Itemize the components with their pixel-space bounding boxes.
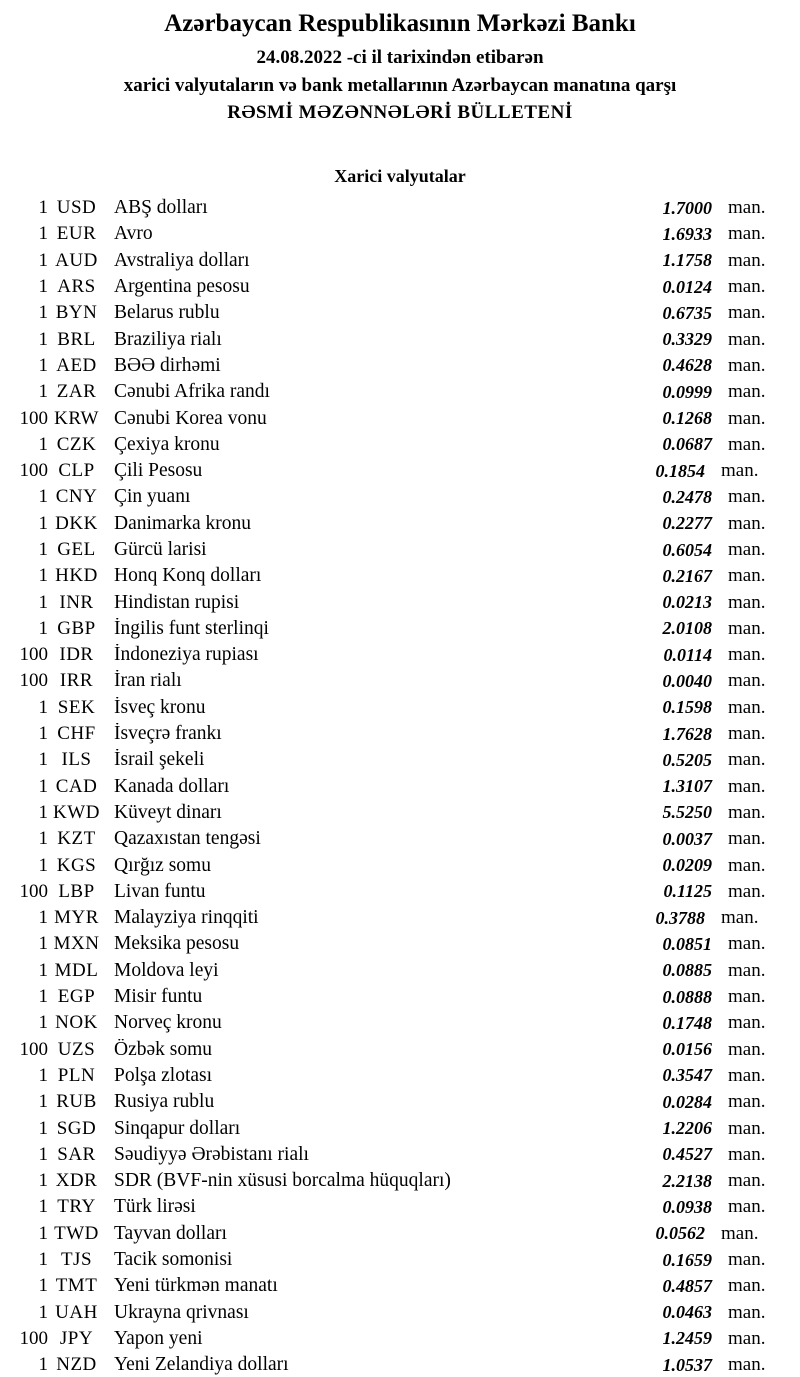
rate-value: 0.4857 — [662, 1275, 712, 1296]
rate-quantity: 1 — [38, 854, 48, 876]
currency-code: MYR — [54, 907, 99, 929]
currency-name: Gürcü larisi — [114, 539, 207, 560]
currency-name: Rusiya rublu — [114, 1091, 215, 1113]
rate-value: 5.5250 — [662, 802, 712, 823]
currency-code: TRY — [57, 1196, 96, 1218]
rate-row — [0, 458, 770, 484]
currency-code: IDR — [59, 644, 94, 666]
rate-quantity: 1 — [38, 486, 48, 508]
currency-code: USD — [56, 197, 97, 219]
currency-code: RUB — [56, 1091, 97, 1113]
currency-code: SAR — [57, 1143, 96, 1165]
rate-unit-label: man. — [728, 539, 766, 560]
rate-row — [0, 353, 770, 379]
rate-row — [0, 774, 770, 800]
rate-value: 0.1854 — [655, 460, 705, 481]
currency-name: Yapon yeni — [114, 1327, 203, 1349]
rate-quantity: 1 — [38, 1143, 48, 1165]
currency-code: KZT — [57, 828, 96, 850]
currency-name: Malayziya rinqqiti — [114, 907, 259, 929]
rate-quantity: 100 — [19, 670, 48, 692]
currency-code: EUR — [56, 223, 97, 245]
currency-code: DKK — [55, 512, 98, 534]
currency-name: Livan funtu — [114, 880, 206, 902]
rate-unit-label: man. — [728, 880, 766, 902]
rate-row — [0, 721, 770, 747]
rate-value: 0.0888 — [662, 986, 712, 1007]
rate-row — [0, 511, 770, 537]
rate-unit-label: man. — [728, 565, 766, 587]
currency-code: MDL — [54, 959, 99, 981]
rate-value: 0.3788 — [655, 907, 705, 928]
rate-value: 0.5205 — [662, 749, 712, 770]
rate-unit-label: man. — [728, 723, 766, 745]
rate-row — [0, 195, 770, 221]
rate-quantity: 1 — [38, 539, 48, 560]
rate-row — [0, 537, 770, 563]
rate-row — [0, 695, 770, 721]
currency-code: PLN — [57, 1064, 96, 1086]
rate-row — [0, 300, 770, 326]
currency-name: Belarus rublu — [114, 302, 220, 324]
rate-row — [0, 1299, 770, 1325]
rate-row — [0, 248, 770, 274]
currency-name: Avro — [114, 223, 153, 245]
rate-quantity: 1 — [38, 223, 48, 245]
rate-row — [0, 1063, 770, 1089]
rate-row — [0, 1221, 770, 1247]
rate-unit-label: man. — [728, 1170, 766, 1192]
rate-value: 0.4628 — [662, 355, 712, 376]
rate-unit-label: man. — [721, 1222, 759, 1244]
currency-name: İsveçrə frankı — [114, 723, 222, 745]
rate-row — [0, 379, 770, 405]
rate-row — [0, 1037, 770, 1063]
rate-value: 0.3329 — [662, 329, 712, 350]
rate-unit-label: man. — [728, 986, 766, 1008]
currency-code: CLP — [58, 460, 95, 482]
rate-unit-label: man. — [728, 1196, 766, 1218]
rate-quantity: 100 — [19, 460, 48, 482]
rate-unit-label: man. — [728, 854, 766, 876]
rate-value: 0.0209 — [662, 855, 712, 876]
rate-unit-label: man. — [728, 696, 766, 718]
currency-name: SDR (BVF-nin xüsusi borcalma hüquqları) — [114, 1170, 451, 1192]
rate-quantity: 1 — [38, 986, 48, 1008]
currency-name: Tayvan dolları — [114, 1222, 227, 1244]
currency-name: Norveç kronu — [114, 1012, 222, 1034]
currency-name: Qazaxıstan tengəsi — [114, 828, 261, 850]
rate-unit-label: man. — [728, 1354, 766, 1376]
currency-name: Braziliya rialı — [114, 328, 222, 350]
currency-name: Tacik somonisi — [114, 1249, 233, 1271]
rate-unit-label: man. — [728, 933, 766, 955]
currency-code: ARS — [57, 276, 96, 298]
rate-unit-label: man. — [728, 381, 766, 403]
currency-name: İran rialı — [114, 670, 182, 692]
currency-code: BYN — [55, 302, 98, 324]
rate-unit-label: man. — [728, 249, 766, 271]
rate-value: 0.0040 — [662, 670, 712, 691]
rate-unit-label: man. — [728, 407, 766, 429]
rate-value: 1.3107 — [662, 776, 712, 797]
rate-quantity: 1 — [38, 1222, 48, 1244]
rate-value: 1.7628 — [662, 723, 712, 744]
rate-unit-label: man. — [721, 460, 759, 482]
rate-value: 2.0108 — [662, 618, 712, 639]
rate-unit-label: man. — [728, 512, 766, 534]
rate-unit-label: man. — [728, 1012, 766, 1034]
rate-unit-label: man. — [728, 302, 766, 324]
rate-unit-label: man. — [728, 1091, 766, 1113]
rate-quantity: 1 — [38, 1117, 48, 1139]
rate-unit-label: man. — [728, 433, 766, 455]
currency-name: İsveç kronu — [114, 696, 206, 718]
currency-name: Avstraliya dolları — [114, 249, 250, 271]
rate-value: 0.0562 — [655, 1223, 705, 1244]
rate-row — [0, 432, 770, 458]
rate-row — [0, 642, 770, 668]
rate-quantity: 1 — [38, 1091, 48, 1113]
rate-row — [0, 484, 770, 510]
exchange-rates-table — [0, 195, 800, 1377]
rate-unit-label: man. — [728, 276, 766, 298]
currency-code: BRL — [57, 328, 96, 350]
rate-quantity: 1 — [38, 828, 48, 850]
rate-value: 1.6933 — [662, 223, 712, 244]
currency-code: TMT — [55, 1275, 98, 1297]
rate-quantity: 1 — [38, 433, 48, 455]
currency-code: ILS — [61, 749, 92, 771]
rate-row — [0, 852, 770, 878]
rate-unit-label: man. — [728, 801, 766, 823]
rate-row — [0, 879, 770, 905]
currency-code: JPY — [59, 1327, 94, 1349]
rate-row — [0, 1168, 770, 1194]
currency-code: UZS — [57, 1038, 96, 1060]
rate-value: 0.0463 — [662, 1302, 712, 1323]
rate-value: 0.3547 — [662, 1065, 712, 1086]
rate-value: 0.6054 — [662, 539, 712, 560]
rate-unit-label: man. — [728, 1117, 766, 1139]
currency-name: Kanada dolları — [114, 775, 230, 797]
rate-row — [0, 958, 770, 984]
currency-code: AUD — [55, 249, 98, 271]
rate-quantity: 1 — [38, 381, 48, 403]
rate-quantity: 100 — [19, 1327, 48, 1349]
currency-name: İndoneziya rupiası — [114, 644, 259, 666]
currency-code: UAH — [55, 1301, 98, 1323]
currency-code: KGS — [56, 854, 97, 876]
rate-unit-label: man. — [728, 617, 766, 639]
rate-row — [0, 326, 770, 352]
rate-unit-label: man. — [728, 1275, 766, 1297]
currency-code: IRR — [59, 670, 94, 692]
currency-code: CZK — [56, 433, 97, 455]
rate-value: 0.0037 — [662, 828, 712, 849]
rate-row — [0, 905, 770, 931]
rate-quantity: 1 — [38, 512, 48, 534]
rate-unit-label: man. — [728, 223, 766, 245]
rate-row — [0, 1010, 770, 1036]
rate-quantity: 1 — [38, 1064, 48, 1086]
rate-unit-label: man. — [728, 959, 766, 981]
rate-value: 0.0851 — [662, 933, 712, 954]
rate-unit-label: man. — [728, 197, 766, 219]
rate-unit-label: man. — [728, 1327, 766, 1349]
rate-quantity: 1 — [38, 933, 48, 955]
rate-quantity: 1 — [38, 249, 48, 271]
rate-quantity: 1 — [38, 328, 48, 350]
rate-value: 0.4527 — [662, 1144, 712, 1165]
rate-value: 1.2459 — [662, 1328, 712, 1349]
rate-value: 0.0885 — [662, 960, 712, 981]
rate-quantity: 1 — [38, 1249, 48, 1271]
rate-value: 0.0284 — [662, 1091, 712, 1112]
currency-name: Çexiya kronu — [114, 433, 220, 455]
rate-row — [0, 405, 770, 431]
currency-name: Honq Konq dolları — [114, 565, 262, 587]
rate-quantity: 1 — [38, 591, 48, 613]
rate-quantity: 1 — [38, 1354, 48, 1376]
rate-quantity: 1 — [38, 197, 48, 219]
currency-code: CAD — [55, 775, 98, 797]
rate-value: 2.2138 — [662, 1170, 712, 1191]
rate-unit-label: man. — [728, 775, 766, 797]
currency-code: GEL — [57, 539, 96, 560]
rate-row — [0, 984, 770, 1010]
rate-quantity: 100 — [19, 644, 48, 666]
rate-quantity: 100 — [19, 407, 48, 429]
rate-unit-label: man. — [728, 1249, 766, 1271]
currency-name: Küveyt dinarı — [114, 801, 222, 823]
rate-value: 1.0537 — [662, 1354, 712, 1375]
rate-row — [0, 1115, 770, 1141]
rate-quantity: 1 — [38, 1301, 48, 1323]
rate-value: 1.1758 — [662, 250, 712, 271]
currency-code: KWD — [53, 801, 100, 823]
currency-code: SGD — [56, 1117, 97, 1139]
rate-value: 0.1659 — [662, 1249, 712, 1270]
currency-name: ABŞ dolları — [114, 197, 208, 219]
rate-value: 0.0999 — [662, 381, 712, 402]
rate-row — [0, 616, 770, 642]
currency-name: Yeni türkmən manatı — [114, 1275, 278, 1297]
rate-row — [0, 747, 770, 773]
rate-unit-label: man. — [728, 354, 766, 376]
currency-name: Cənubi Afrika randı — [114, 381, 270, 403]
currency-name: Yeni Zelandiya dolları — [114, 1354, 289, 1376]
rate-quantity: 1 — [38, 1196, 48, 1218]
rate-unit-label: man. — [728, 644, 766, 666]
currency-code: CHF — [57, 723, 96, 745]
currency-code: TWD — [54, 1222, 99, 1244]
currency-code: CNY — [55, 486, 98, 508]
rate-unit-label: man. — [728, 1143, 766, 1165]
rate-quantity: 100 — [19, 1038, 48, 1060]
rate-value: 0.0114 — [663, 644, 712, 665]
bank-title: Azərbaycan Respublikasının Mərkəzi Bankı — [164, 10, 636, 37]
rate-value: 1.7000 — [662, 197, 712, 218]
rate-row — [0, 563, 770, 589]
rate-quantity: 1 — [38, 1170, 48, 1192]
rate-value: 0.1598 — [662, 697, 712, 718]
section-title-foreign-currencies: Xarici valyutalar — [334, 166, 466, 186]
rate-unit-label: man. — [728, 486, 766, 508]
rate-value: 0.1125 — [663, 881, 712, 902]
rate-quantity: 1 — [38, 276, 48, 298]
rate-row — [0, 1273, 770, 1299]
rate-quantity: 1 — [38, 723, 48, 745]
rate-quantity: 100 — [19, 880, 48, 902]
rate-quantity: 1 — [38, 302, 48, 324]
currency-name: Argentina pesosu — [114, 276, 250, 298]
rate-row — [0, 931, 770, 957]
rate-quantity: 1 — [38, 1275, 48, 1297]
rate-row — [0, 826, 770, 852]
rate-row — [0, 1326, 770, 1352]
rate-unit-label: man. — [728, 749, 766, 771]
rate-quantity: 1 — [38, 801, 48, 823]
rate-value: 0.0938 — [662, 1196, 712, 1217]
currency-name: Cənubi Korea vonu — [114, 407, 267, 429]
rate-quantity: 1 — [38, 354, 48, 376]
currency-code: EGP — [57, 986, 96, 1008]
currency-code: SEK — [57, 696, 96, 718]
rate-unit-label: man. — [728, 1064, 766, 1086]
bulletin-subtitle: xarici valyutaların və bank metallarının Azərbaycan manatına qarşı — [123, 75, 677, 96]
currency-code: TJS — [60, 1249, 93, 1271]
rate-value: 0.0124 — [662, 276, 712, 297]
currency-code: KRW — [54, 407, 99, 429]
currency-name: Ukrayna qrivnası — [114, 1301, 249, 1323]
rate-quantity: 1 — [38, 696, 48, 718]
rate-unit-label: man. — [721, 907, 759, 929]
currency-name: Sinqapur dolları — [114, 1117, 241, 1139]
currency-name: Çili Pesosu — [114, 460, 203, 482]
rate-unit-label: man. — [728, 828, 766, 850]
rate-row — [0, 1352, 770, 1377]
currency-code: INR — [59, 591, 94, 613]
rate-row — [0, 1247, 770, 1273]
rate-row — [0, 1194, 770, 1220]
currency-name: BƏƏ dirhəmi — [114, 354, 221, 376]
currency-name: Türk lirəsi — [114, 1196, 196, 1218]
effective-date-line: 24.08.2022 -ci il tarixindən etibarən — [256, 47, 544, 68]
rate-unit-label: man. — [728, 1038, 766, 1060]
currency-code: NOK — [55, 1012, 98, 1034]
currency-name: Danimarka kronu — [114, 512, 251, 534]
rate-quantity: 1 — [38, 1012, 48, 1034]
currency-name: Qırğız somu — [114, 854, 211, 876]
currency-name: Hindistan rupisi — [114, 591, 240, 613]
currency-code: MXN — [53, 933, 100, 955]
rate-value: 0.1748 — [662, 1012, 712, 1033]
rate-value: 0.2478 — [662, 486, 712, 507]
rate-value: 0.0687 — [662, 434, 712, 455]
rate-value: 0.0213 — [662, 592, 712, 613]
currency-name: İsrail şekeli — [114, 749, 205, 771]
rate-unit-label: man. — [728, 670, 766, 692]
currency-code: ZAR — [56, 381, 97, 403]
rate-quantity: 1 — [38, 907, 48, 929]
rate-value: 0.1268 — [662, 408, 712, 429]
rate-unit-label: man. — [728, 591, 766, 613]
rate-value: 0.0156 — [662, 1039, 712, 1060]
rate-quantity: 1 — [38, 959, 48, 981]
bulletin-title: RƏSMİ MƏZƏNNƏLƏRİ BÜLLETENİ — [227, 102, 573, 123]
rate-value: 0.2277 — [662, 513, 712, 534]
rate-unit-label: man. — [728, 328, 766, 350]
currency-name: Səudiyyə Ərəbistanı rialı — [114, 1143, 309, 1165]
currency-code: XDR — [55, 1170, 98, 1192]
currency-name: Meksika pesosu — [114, 933, 240, 955]
rate-row — [0, 668, 770, 694]
currency-name: Polşa zlotası — [114, 1064, 213, 1086]
rate-value: 0.6735 — [662, 302, 712, 323]
rate-quantity: 1 — [38, 775, 48, 797]
rate-row — [0, 1089, 770, 1115]
rate-unit-label: man. — [728, 1301, 766, 1323]
rate-row — [0, 221, 770, 247]
rate-quantity: 1 — [38, 617, 48, 639]
currency-code: AED — [56, 354, 97, 376]
currency-name: Özbək somu — [114, 1038, 213, 1060]
currency-code: HKD — [55, 565, 98, 587]
currency-code: LBP — [58, 880, 95, 902]
currency-code: NZD — [56, 1354, 97, 1376]
rate-quantity: 1 — [38, 749, 48, 771]
currency-code: GBP — [57, 617, 96, 639]
bulletin-header — [0, 0, 800, 125]
rate-value: 0.2167 — [662, 565, 712, 586]
currency-name: İngilis funt sterlinqi — [114, 617, 269, 639]
rate-value: 1.2206 — [662, 1118, 712, 1139]
rate-quantity: 1 — [38, 565, 48, 587]
rate-row — [0, 800, 770, 826]
rate-row — [0, 1142, 770, 1168]
currency-name: Moldova leyi — [114, 959, 219, 981]
currency-name: Çin yuanı — [114, 486, 191, 508]
rate-row — [0, 589, 770, 615]
rate-row — [0, 274, 770, 300]
currency-name: Misir funtu — [114, 986, 203, 1008]
